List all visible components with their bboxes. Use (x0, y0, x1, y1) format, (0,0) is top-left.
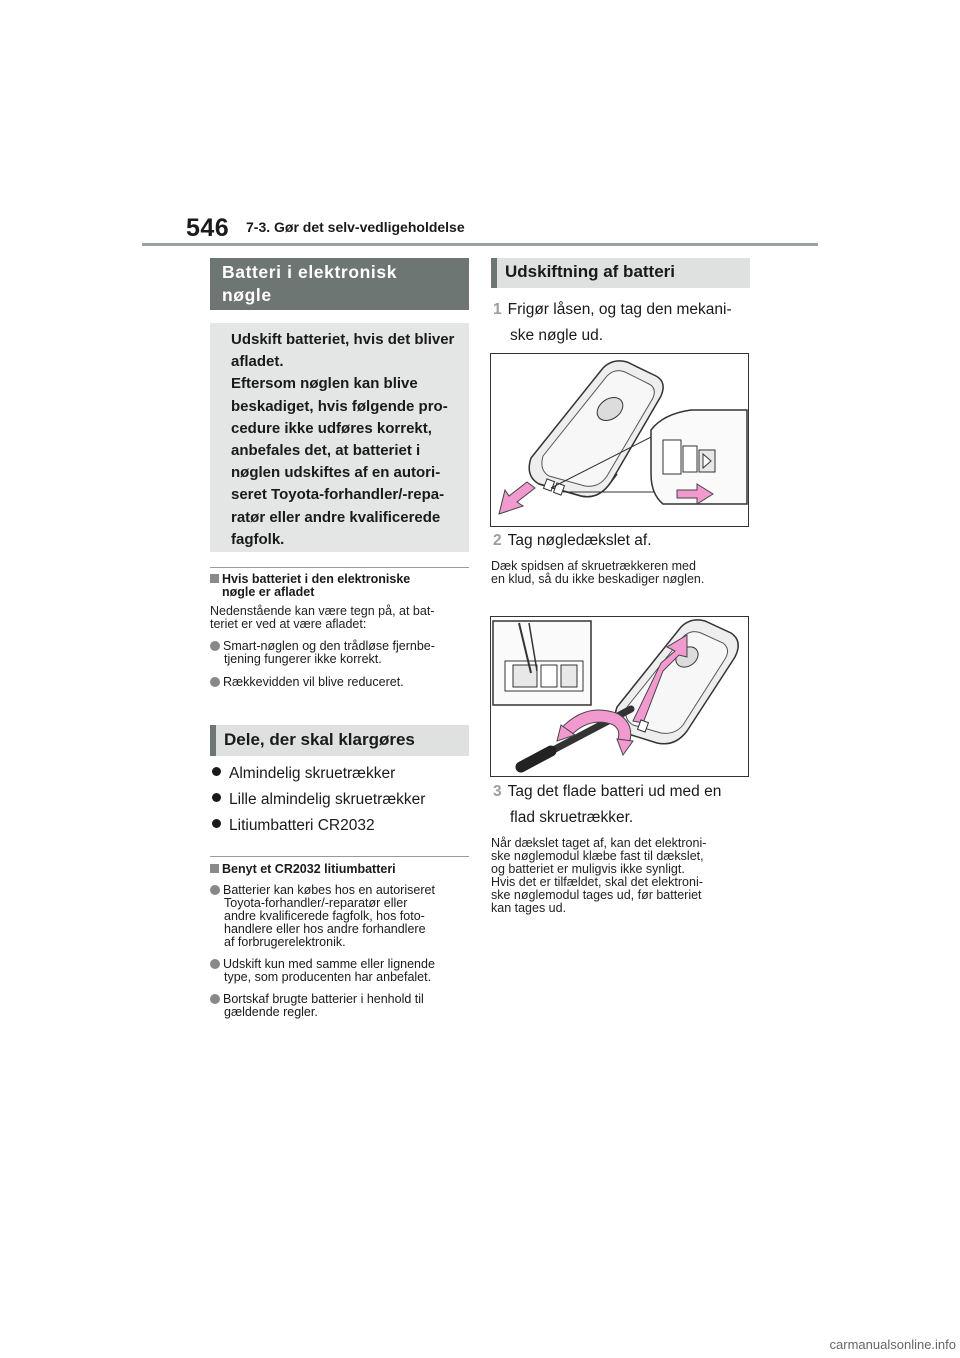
replace-heading: Udskiftning af batteri (491, 258, 750, 288)
step-number: 1 (493, 301, 502, 318)
step-1: 1 Frigør låsen, og tag den mekani- ske nøgle ud. (493, 301, 732, 344)
bullet-icon (212, 793, 221, 802)
page-number: 546 (186, 214, 230, 242)
header-divider (142, 243, 818, 246)
bullet-icon (210, 641, 220, 651)
heading-line: nøgle (222, 285, 272, 305)
list-item: Lille almindelig skruetrækker (212, 787, 425, 813)
step-number: 3 (493, 783, 502, 800)
watermark: carmanualsonline.info (829, 1337, 956, 1352)
bullet-icon (210, 959, 220, 969)
list-item: Litiumbatteri CR2032 (212, 813, 425, 839)
step-3: 3 Tag det flade batteri ud med en flad skruetrækker. (493, 783, 722, 826)
info-line: afladet. (231, 353, 284, 371)
key-release-illustration (491, 354, 748, 526)
info-line: fagfolk. (231, 530, 285, 548)
note-heading: Benyt et CR2032 litiumbatteri (210, 863, 472, 876)
note-heading: Hvis batteriet i den elektroniske nøgle er afladet (210, 573, 472, 599)
bullet-icon (210, 994, 220, 1004)
info-line: cedure ikke udføres korrekt, (231, 419, 432, 437)
note-divider (210, 567, 469, 568)
note-discharged (210, 573, 472, 689)
step-2: 2 Tag nøgledækslet af. (493, 532, 652, 549)
info-line: Udskift batteriet, hvis det bliver (231, 331, 455, 348)
bullet-icon (212, 767, 221, 776)
list-item: Udskift kun med samme eller lignende type, som producenten har anbefalet. (210, 958, 472, 984)
step-3-note: Når dækslet taget af, kan det elektroni- ske nøglemodul klæbe fast til dækslet, og batteriet er muligvis ikke synligt. Hvis det er tilfældet, skal det elektroni- ske nøglemodul tages ud, før batteriet kan tages ud. (491, 836, 707, 915)
square-bullet-icon (210, 574, 219, 583)
bullet-icon (210, 677, 220, 687)
info-line: ratør eller andre kvalificerede (231, 508, 441, 526)
step-number: 2 (493, 532, 502, 549)
figure-release-key (490, 353, 749, 527)
info-line: Eftersom nøglen kan blive (231, 375, 418, 393)
parts-list (212, 761, 425, 839)
parts-heading: Dele, der skal klargøres (210, 725, 469, 756)
note-battery-type (210, 863, 472, 1019)
info-line: seret Toyota-forhandler/-repa- (231, 486, 445, 504)
info-box (210, 323, 469, 552)
bullet-icon (212, 819, 221, 828)
list-item: Rækkevidden vil blive reduceret. (210, 676, 472, 689)
list-item: Batterier kan købes hos en autoriseret Toyota-forhandler/-reparatør eller andre kvalificerede fagfolk, hos foto- handlere eller hos andre forhandlere af forbrugerelektronik. (210, 884, 472, 949)
step-2-note: Dæk spidsen af skruetrækkeren med en klud, så du ikke beskadiger nøglen. (491, 559, 705, 586)
section-title: 7-3. Gør det selv-vedligeholdelse (246, 219, 465, 235)
square-bullet-icon (210, 864, 219, 873)
figure-remove-cover (490, 616, 749, 777)
info-line: anbefales det, at batteriet i (231, 442, 421, 460)
bullet-icon (210, 885, 220, 895)
info-line: nøglen udskiftes af en autori- (231, 464, 441, 482)
list-item: Smart-nøglen og den trådløse fjernbe- tjening fungerer ikke korrekt. (210, 640, 472, 666)
list-item: Almindelig skruetrækker (212, 761, 425, 787)
info-line: beskadiget, hvis følgende pro- (231, 397, 448, 415)
note-text: Nedenstående kan være tegn på, at bat- teriet er ved at være afladet: (210, 604, 435, 631)
note-divider (210, 856, 469, 857)
battery-section-heading (210, 258, 469, 310)
list-item: Bortskaf brugte batterier i henhold til gældende regler. (210, 993, 472, 1019)
heading-line: Batteri i elektronisk (222, 262, 398, 282)
cover-removal-illustration (491, 617, 748, 776)
